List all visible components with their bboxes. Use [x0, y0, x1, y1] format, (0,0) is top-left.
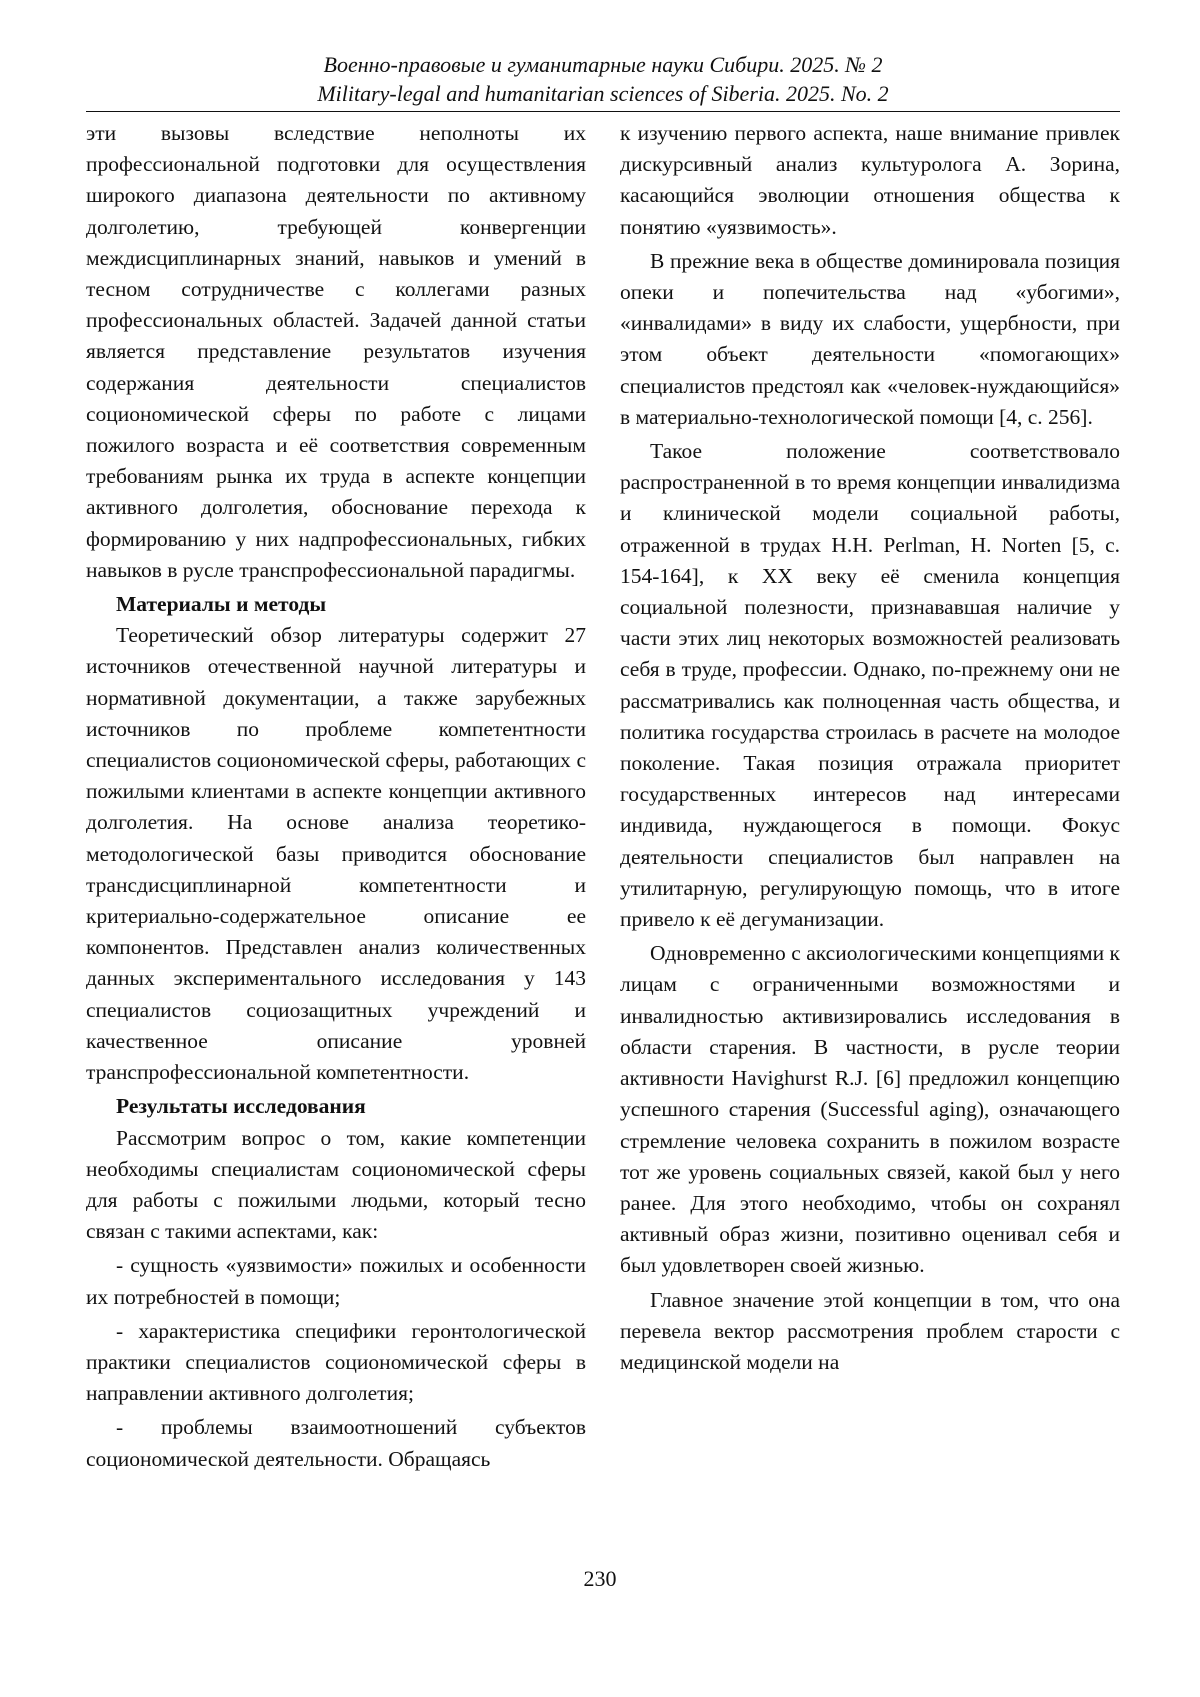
page-number: 230 [583, 1566, 617, 1591]
header-divider [86, 111, 1120, 112]
successful-aging-paragraph: Одновременно с аксиологическими концепциями к лицам с ограниченными возможностями и инвалидностью активизировались исследования в области старения. В частности, в русле теории активности Havighurst R.J. [6] предложил концепцию успешного старения (Successful aging), означающего стремление человека сохранить в пожилом возрасте тот же уровень социальных связей, какой был у него ранее. Для этого необходимо, чтобы он сохранял активный образ жизни, позитивно оценивал себя и был удовлетворен своей жизнью. [620, 941, 1120, 1278]
concept-significance-paragraph: Главное значение этой концепции в том, что она перевела вектор рассмотрения проблем старости с медицинской модели на [620, 1287, 1120, 1374]
list-item-gerontology-practice: - характеристика специфики геронтологической практики специалистов социономической сферы в направлении активного долголетия; [86, 1318, 586, 1406]
section-heading-results: Результаты исследования [116, 1094, 366, 1119]
left-column [86, 118, 586, 1475]
methods-paragraph: Теоретический обзор литературы содержит 27 источников отечественной научной литературы и нормативной документации, а также зарубежных источников по проблеме компетентности специалистов социономической сферы, работающих с пожилыми клиентами в аспекте концепции активного долголетия. На основе анализа теоретико-методологической базы приводится обоснование трансдисциплинарной компетентности и критериально-содержательное описание ее компонентов. Представлен анализ количественных данных экспериментального исследования у 143 специалистов социозащитных учреждений и качественное описание уровней транспрофессиональной компетентности. [86, 623, 586, 1085]
disability-concept-paragraph: Такое положение соответствовало распространенной в то время концепции инвалидизма и клинической модели социальной работы, отраженной в трудах H.H. Perlman, H. Norten [5, с. 154-164], к ХХ веку её сменила концепция социальной полезности, признававшая наличие у части этих лиц некоторых возможностей реализовать себя в труде, профессии. Однако, по-прежнему они не рассматривались как полноценная часть общества, и политика государства строилась в расчете на молодое поколение. Такая позиция отражала приоритет государственных интересов над интересами индивида, нуждающегося в помощи. Фокус деятельности специалистов был направлен на утилитарную, регулирующую помощь, что в итоге привело к её дегуманизации. [620, 439, 1120, 932]
section-heading-methods: Материалы и методы [116, 592, 327, 617]
vulnerability-discourse-paragraph: к изучению первого аспекта, наше внимание привлек дискурсивный анализ культуролога А. Зорина, касающийся эволюции отношения общества к понятию «уязвимость». [620, 121, 1120, 239]
journal-title-en: Military-legal and humanitarian sciences of Siberia. 2025. No. 2 [317, 81, 889, 106]
journal-title-ru: Военно-правовые и гуманитарные науки Сибири. 2025. № 2 [323, 52, 883, 77]
list-item-vulnerability: - сущность «уязвимости» пожилых и особенности их потребностей в помощи; [86, 1253, 586, 1309]
intro-continuation-paragraph: эти вызовы вследствие неполноты их профессиональной подготовки для осуществления широкого диапазона деятельности по активному долголетию, требующей конвергенции междисциплинарных знаний, навыков и умений в тесном сотрудничестве с коллегами разных профессиональных областей. Задачей данной статьи является представление результатов изучения содержания деятельности специалистов социономической сферы по работе с лицами пожилого возраста и её соответствия современным требованиям рынка их труда в аспекте концепции активного долголетия, обоснование перехода к формированию у них надпрофессиональных, гибких навыков в русле транспрофессиональной парадигмы. [86, 121, 586, 582]
list-item-relationships: - проблемы взаимоотношений субъектов социономической деятельности. Обращаясь [86, 1415, 586, 1471]
results-paragraph: Рассмотрим вопрос о том, какие компетенции необходимы специалистам социономической сферы для работы с пожилыми людьми, который тесно связан с такими аспектами, как: [86, 1125, 586, 1244]
past-centuries-paragraph: В прежние века в обществе доминировала позиция опеки и попечительства над «убогими», «инвалидами» в виду их слабости, ущербности, при этом объект деятельности «помогающих» специалистов предстоял как «человек-нуждающийся» в материально-технологической помощи [4, с. 256]. [620, 248, 1120, 429]
journal-header [86, 50, 1120, 108]
right-column [620, 118, 1120, 1378]
